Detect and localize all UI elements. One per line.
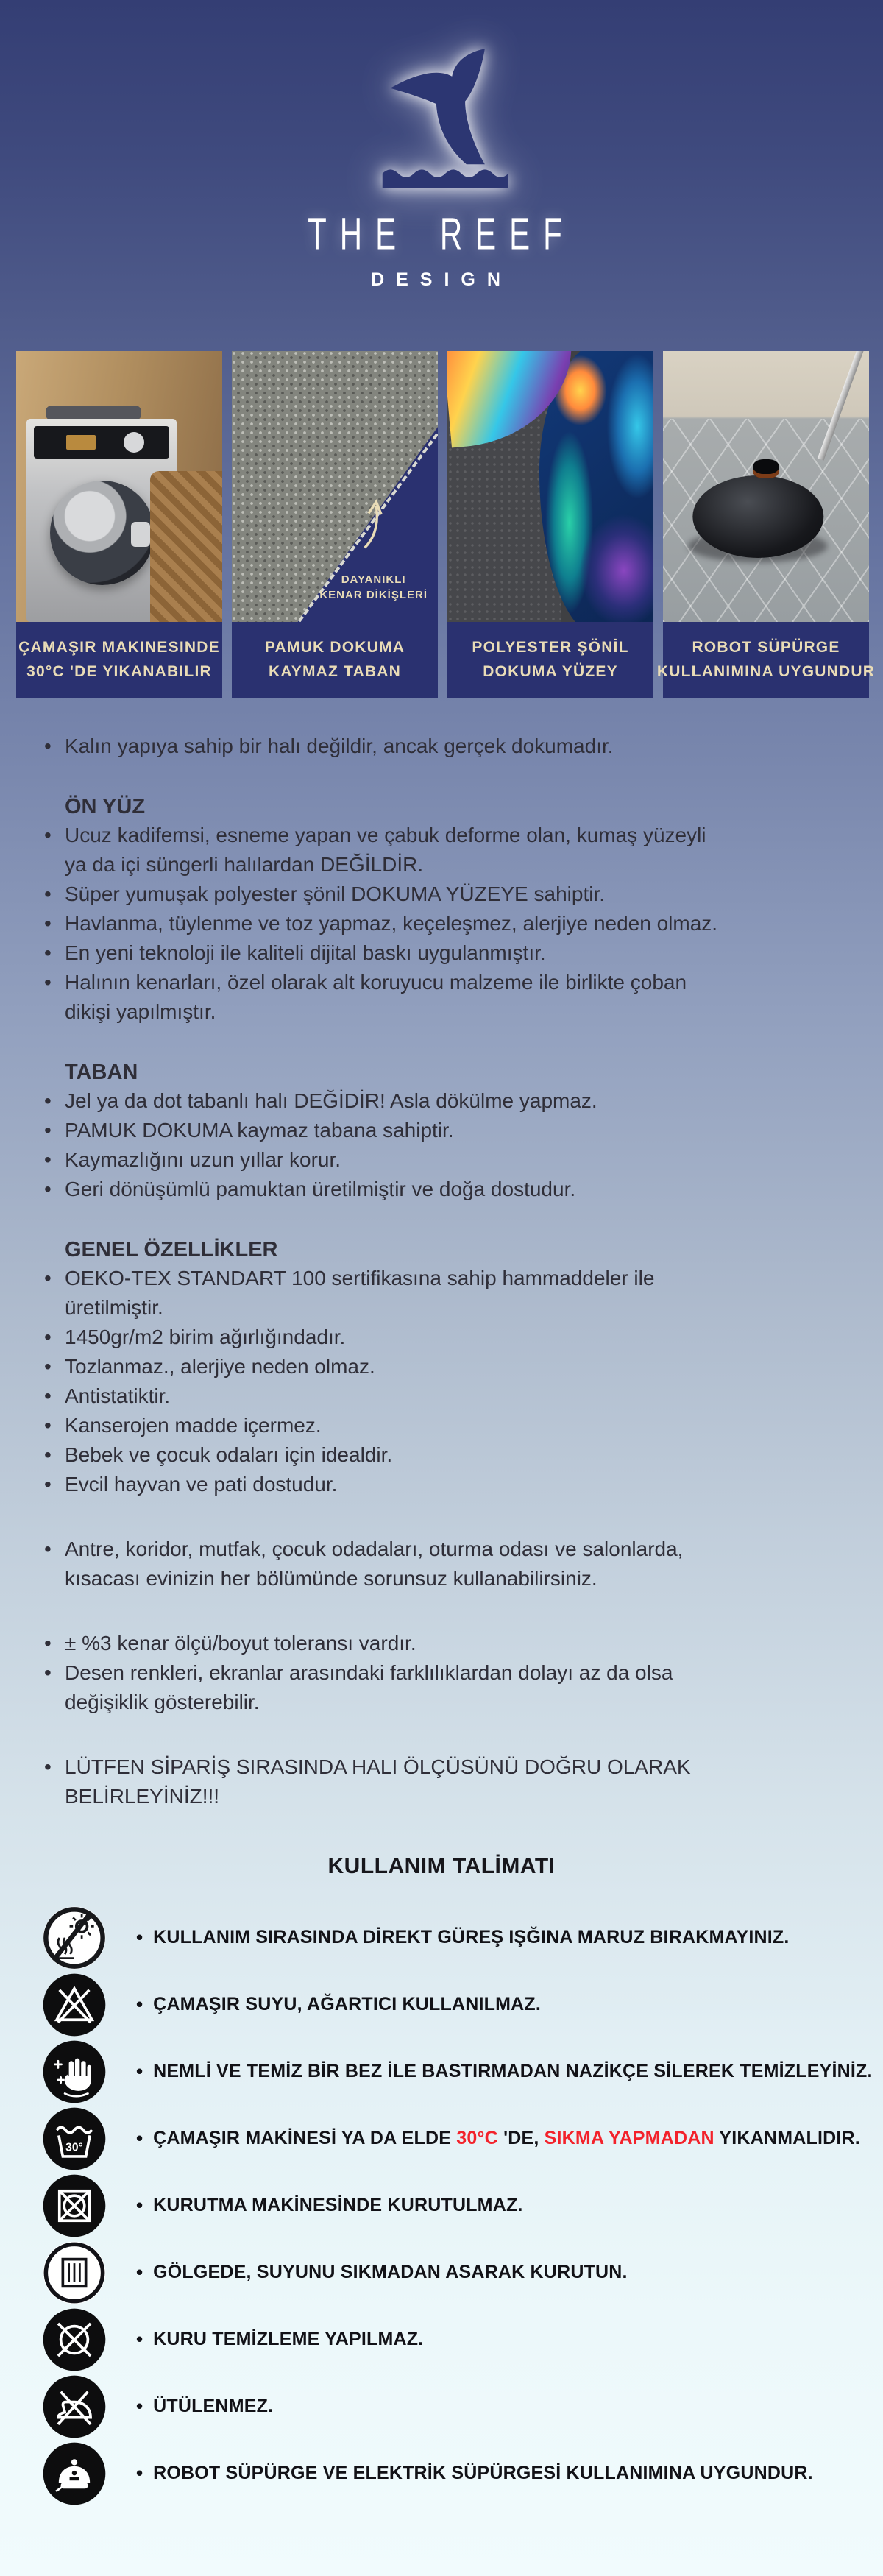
bullet-dot: • [136,2127,143,2149]
bullet-dot: • [136,2261,143,2283]
bullet-item: • Havlanma, tüylenme ve toz yapmaz, keçeleşmez, alerjiye neden olmaz. [43,909,831,938]
care-text: ROBOT SÜPÜRGE VE ELEKTRİK SÜPÜRGESİ KULLANIMINA UYGUNDUR. [153,2463,813,2483]
care-row [40,2172,883,2239]
caption-line-1: POLYESTER ŞÖNİL [472,639,629,656]
machine-knob [124,432,144,453]
care-row [40,2239,883,2306]
bullet-item: • Kanserojen madde içermez. [43,1411,831,1440]
curved-arrow-icon [358,495,397,554]
bullet-item: • Evcil hayvan ve pati dostudur. [43,1470,831,1499]
bullet-item: • LÜTFEN SİPARİŞ SIRASINDA HALI ÖLÇÜSÜNÜ DOĞRU OLARAK BELİRLEYİNİZ!!! [43,1752,831,1811]
brand-name: THE REEF [308,208,575,259]
features-row [0,351,883,698]
drip-dry-icon [40,2239,108,2307]
care-text: ÜTÜLENMEZ. [153,2396,274,2416]
bullet-list [43,732,831,761]
no-iron-icon [40,2373,108,2441]
section-heading: TABAN [65,1061,138,1084]
machine-panel [34,426,169,459]
care-row [40,2105,883,2172]
bullet-dot: • [136,1993,143,2015]
care-row [40,2373,883,2440]
care-text: KURUTMA MAKİNESİNDE KURUTULMAZ. [153,2195,523,2215]
care-row [40,2306,883,2373]
vacuum-lidar [753,459,779,478]
feature-card-washable [16,351,222,698]
laundry-basket [150,471,222,622]
washing-machine-photo [16,351,222,622]
bullet-list [43,821,831,1027]
bullet-list [43,1629,831,1717]
brand-header [0,0,883,351]
bullet-item: • Kaymazlığını uzun yıllar korur. [43,1145,831,1175]
feature-card-backing [232,351,438,698]
brand-subname: DESIGN [371,269,512,290]
care-text: KULLANIM SIRASINDA DİREKT GÜREŞ IŞĞINA MARUZ BIRAKMAYINIZ. [153,1927,790,1947]
care-section [0,1854,883,2507]
bullet-dot: • [136,2194,143,2216]
section-heading: GENEL ÖZELLİKLER [65,1238,278,1262]
caption-line-1: PAMUK DOKUMA [264,639,405,656]
robot-vacuum [692,475,823,558]
note-line-2: KENAR DİKİŞLERİ [319,589,428,601]
bullet-dot: • [136,1926,143,1948]
note-line-1: DAYANIKLI [341,573,406,586]
bullet-item: • Tozlanmaz., alerjiye neden olmaz. [43,1352,831,1381]
bullet-item: • Süper yumuşak polyester şönil DOKUMA YÜZEYE sahiptir. [43,880,831,909]
svg-text:30°: 30° [65,2141,83,2154]
wipe-clean-icon [40,2038,108,2106]
bullet-item: • Antistatiktir. [43,1381,831,1411]
no-dry-clean-icon [40,2306,108,2374]
feature-caption [232,622,438,698]
feature-card-surface [447,351,653,698]
bullet-item: • Jel ya da dot tabanlı halı DEĞİDİR! Asla dökülme yapmaz. [43,1086,831,1116]
bullet-list [43,1264,831,1499]
no-sunlight-icon [40,1904,108,1972]
bullet-item: • 1450gr/m2 birim ağırlığındadır. [43,1323,831,1352]
caption-line-1: ROBOT SÜPÜRGE [692,639,840,656]
bullet-dot: • [136,2328,143,2350]
colorful-rug-photo [447,351,653,622]
content-sections [0,698,883,1811]
bullet-item: • Desen renkleri, ekranlar arasındaki farklılıklardan dolayı az da olsa değişiklik gösterebilir. [43,1658,831,1717]
robot-vacuum-ok-icon [40,2440,108,2508]
bullet-dot: • [136,2060,143,2082]
woven-backing-photo [232,351,438,622]
caption-line-2: 30°C 'DE YIKANABILIR [26,663,212,680]
care-row [40,2440,883,2507]
caption-line-2: DOKUMA YÜZEY [483,663,618,680]
bullet-item: • Halının kenarları, özel olarak alt koruyucu malzeme ile birlikte çoban dikişi yapılmıştır. [43,968,831,1027]
bullet-item: • PAMUK DOKUMA kaymaz tabana sahiptir. [43,1116,831,1145]
bullet-item: • En yeni teknoloji ile kaliteli dijital baskı uygulanmıştır. [43,938,831,968]
care-title: KULLANIM TALİMATI [327,1854,556,1878]
caption-line-2: KULLANIMINA UYGUNDUR [656,663,876,680]
no-bleach-icon [40,1971,108,2039]
caption-line-2: KAYMAZ TABAN [268,663,402,680]
caption-line-1: ÇAMAŞIR MAKINESINDE [18,639,220,656]
care-text: ÇAMAŞIR SUYU, AĞARTICI KULLANILMAZ. [153,1994,541,2014]
robot-vacuum-photo [663,351,869,622]
bullet-item: • Bebek ve çocuk odaları için idealdir. [43,1440,831,1470]
durable-edge-note [319,572,428,603]
care-rows [0,1904,883,2507]
feature-card-robot [656,351,876,698]
whale-tail-icon [355,38,528,196]
feature-caption [16,622,222,698]
care-row [40,1904,883,1971]
bullet-list [43,1752,831,1811]
bullet-list [43,1086,831,1204]
bullet-dot: • [136,2462,143,2484]
care-text: KURU TEMİZLEME YAPILMAZ. [153,2329,424,2349]
feature-caption [656,622,876,698]
wash-30-icon [40,2105,108,2173]
section-heading: ÖN YÜZ [65,795,146,818]
towel [46,406,141,420]
bullet-item: • Geri dönüşümlü pamuktan üretilmiştir ve doğa dostudur. [43,1175,831,1204]
bullet-dot: • [136,2395,143,2417]
machine-handle [131,522,150,547]
care-text: ÇAMAŞIR MAKİNESİ YA DA ELDE 30°C 'DE, SIKMA YAPMADAN YIKANMALIDIR. [153,2128,860,2148]
care-text: GÖLGEDE, SUYUNU SIKMADAN ASARAK KURUTUN. [153,2262,628,2282]
feature-caption [447,622,653,698]
bullet-item: • ± %3 kenar ölçü/boyut toleransı vardır. [43,1629,831,1658]
care-row [40,2038,883,2105]
no-tumble-dry-icon [40,2172,108,2240]
bullet-item: • Kalın yapıya sahip bir halı değildir, ancak gerçek dokumadır. [43,732,831,761]
bullet-item: • OEKO-TEX STANDART 100 sertifikasına sahip hammaddeler ile üretilmiştir. [43,1264,831,1323]
bullet-item: • Antre, koridor, mutfak, çocuk odadaları, oturma odası ve salonlarda, kısacası evinizin her bölümünde sorunsuz kullanabilirsiniz. [43,1535,831,1593]
bullet-item: • Ucuz kadifemsi, esneme yapan ve çabuk deforme olan, kumaş yüzeyli ya da içi süngerli halılardan DEĞİLDİR. [43,821,831,880]
bullet-list [43,1535,831,1593]
care-text: NEMLİ VE TEMİZ BİR BEZ İLE BASTIRMADAN NAZİKÇE SİLEREK TEMİZLEYİNİZ. [153,2061,873,2081]
machine-display [66,435,96,450]
care-row [40,1971,883,2038]
